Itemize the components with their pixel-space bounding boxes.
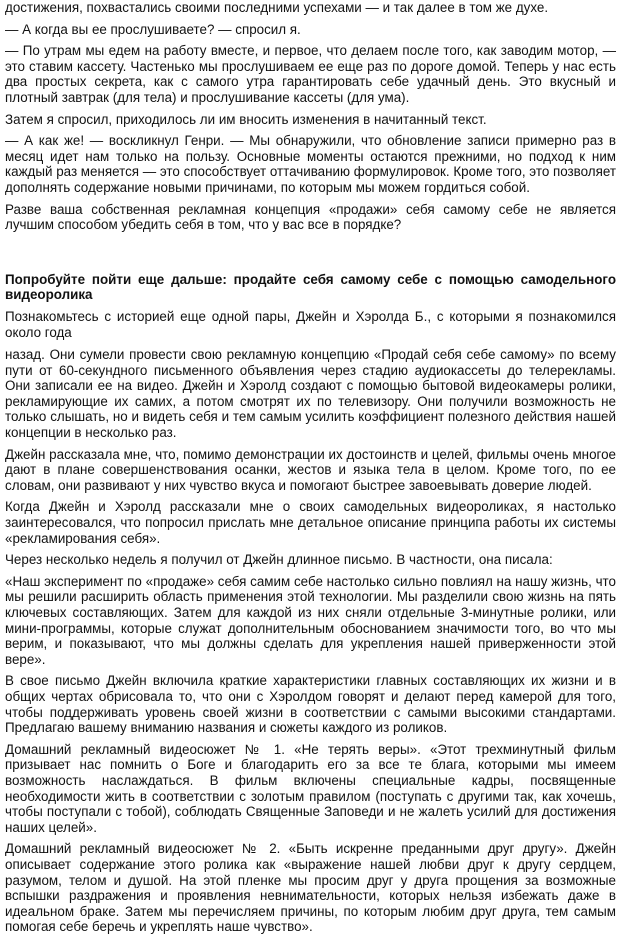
paragraph: назад. Они сумели провести свою рекламную концепцию «Продай себя себе самому» по всему пути от 60-секундного письменного объявления через стадию аудиокассеты до телерекламы. Они записали ее на видео. Джейн и Хэролд создают с помощью бытовой видеокамеры ролики, рекламирующие их самих, а потом смотрят их по телевизору. Они получили возможность не только слышать, но и видеть себя и тем самым усилить коэффициент полезного действия нашей концепции в несколько раз. bbox=[5, 347, 616, 441]
paragraph: — А когда вы ее прослушиваете? — спросил я. bbox=[5, 21, 301, 37]
quote-paragraph: «Наш эксперимент по «продаже» себя самим себе настолько сильно повлиял на нашу жизнь, что мы решили расширить область применения этой технологии. Мы разделили свою жизнь на пять ключевых составляющих. Затем для каждой из них сняли отдельные 3-минутные ролики, или мини-программы, которые служат дополнительным обоснованием значимости того, во что мы верим, и показывают, что мы должны сделать для укрепления нашей приверженности этой вере». bbox=[5, 573, 616, 667]
paragraph: достижения, похвастались своими последними успехами — и так далее в том же духе. bbox=[5, 0, 549, 15]
paragraph: Домашний рекламный видеосюжет № 1. «Не терять веры». «Этот трехминутный фильм призывает нас помнить о Боге и благодарить его за все те блага, которыми мы имеем возможность наслаждаться. В фильм включены специальные кадры, посвященные необходимости жить в соответствии с золотым правилом (поступать с другими так, как хочешь, чтобы поступали с тобой), соблюдать Священные Заповеди и не жалеть усилий для достижения наших целей». bbox=[5, 741, 616, 835]
paragraph: Когда Джейн и Хэролд рассказали мне о своих самодельных видеороликах, я настолько заинтересовался, что попросил прислать мне детальное описание принципа работы их системы «рекламирования себя». bbox=[5, 499, 616, 546]
paragraph: Домашний рекламный видеосюжет № 2. «Быть искренне преданными друг другу». Джейн описывает содержание этого ролика как «выражение нашей любви друг к другу сердцем, разумом, телом и душой. На этой пленке мы просим друг у друга прощения за возможные вспышки раздражения и проявления невнимательности, которых нельзя избежать даже в идеальном браке. Затем мы перечисляем причины, по которым любим друг друга, тем самым помогая себе беречь и укреплять наше чувство». bbox=[5, 841, 616, 935]
paragraph: Через несколько недель я получил от Джейн длинное письмо. В частности, она писала: bbox=[5, 552, 553, 568]
paragraph: Разве ваша собственная рекламная концепция «продажи» себя самому себе не является лучшим способом убедить себя в том, что у вас все в порядке? bbox=[5, 201, 616, 233]
paragraph: Джейн рассказала мне, что, помимо демонстрации их достоинств и целей, фильмы очень многое дают в плане совершенствования осанки, жестов и языка тела в целом. Кроме того, по ее словам, они развивают у них чувство вкуса и помогают быстрее завоевывать доверие людей. bbox=[5, 446, 616, 493]
section-heading: Попробуйте пойти еще дальше: продайте себя самому себе с помощью самодельного видеоролика bbox=[5, 271, 616, 303]
paragraph: — По утрам мы едем на работу вместе, и первое, что делаем после того, как заводим мотор, — это ставим кассету. Частенько мы прослушиваем ее еще раз по дороге домой. Теперь у нас есть два простых секрета, как с самого утра гарантировать себе удачный день. Это вкусный и плотный завтрак (для тела) и прослушивание кассеты (для ума). bbox=[5, 43, 616, 105]
paragraph: В свое письмо Джейн включила краткие характеристики главных составляющих их жизни и в общих чертах обрисовала то, что они с Хэролдом говорят и делают перед камерой для того, чтобы поддерживать уровень своей жизни в соответствии с самыми высокими стандартами. Предлагаю вашему вниманию названия и сюжеты каждого из роликов. bbox=[5, 673, 616, 736]
paragraph: Познакомьтесь с историей еще одной пары, Джейн и Хэролда Б., с которыми я познакомился около года bbox=[5, 308, 616, 340]
paragraph: Затем я спросил, приходилось ли им вносить изменения в начитанный текст. bbox=[5, 111, 487, 127]
paragraph: — А как же! — воскликнул Генри. — Мы обнаружили, что обновление записи примерно раз в месяц идет нам только на пользу. Основные моменты остаются прежними, но подход к ним каждый раз меняется — это способствует оттачиванию формулировок. Кроме того, это позволяет дополнять содержание новыми причинами, по которым мы можем гордиться собой. bbox=[5, 133, 616, 195]
document-page bbox=[5, 0, 616, 935]
